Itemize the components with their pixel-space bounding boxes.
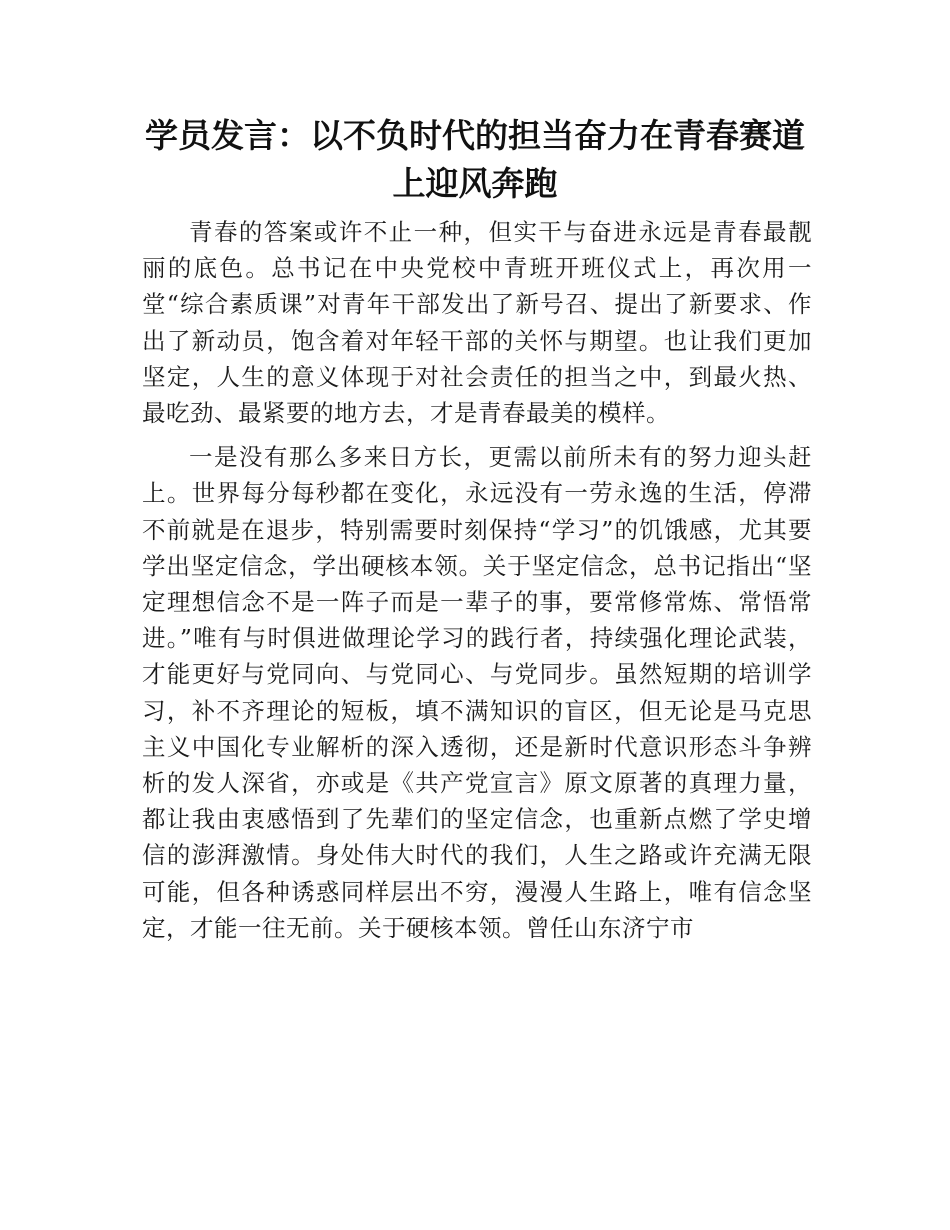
paragraph-2: 一是没有那么多来日方长，更需以前所未有的努力迎头赶上。世界每分每秒都在变化，永远没有一劳永逸的生活，停滞不前就是在退步，特别需要时刻保持“学习”的饥饿感，尤其要学出坚定信念，学出硬核本领。关于坚定信念，总书记指出“坚定理想信念不是一阵子而是一辈子的事，要常修常炼、常悟常进。”唯有与时俱进做理论学习的践行者，持续强化理论武装，才能更好与党同向、与党同心、与党同步。虽然短期的培训学习，补不齐理论的短板，填不满知识的盲区，但无论是马克思主义中国化专业解析的深入透彻，还是新时代意识形态斗争辨析的发人深省，亦或是《共产党宣言》原文原著的真理力量，都让我由衷感悟到了先辈们的坚定信念，也重新点燃了学史增信的澎湃激情。身处伟大时代的我们，人生之路或许充满无限可能，但各种诱惑同样层出不穷，漫漫人生路上，唯有信念坚定，才能一往无前。关于硬核本领。曾任山东济宁市 xyxy=(142,443,812,942)
document-title: 学员发言：以不负时代的担当奋力在青春赛道上迎风奔跑 xyxy=(145,116,805,203)
document-body xyxy=(142,214,812,954)
paragraph-1: 青春的答案或许不止一种，但实干与奋进永远是青春最靓丽的底色。总书记在中央党校中青班开班仪式上，再次用一堂“综合素质课”对青年干部发出了新号召、提出了新要求、作出了新动员，饱含着对年轻干部的关怀与期望。也让我们更加坚定，人生的意义体现于对社会责任的担当之中，到最火热、最吃劲、最紧要的地方去，才是青春最美的模样。 xyxy=(142,218,812,428)
